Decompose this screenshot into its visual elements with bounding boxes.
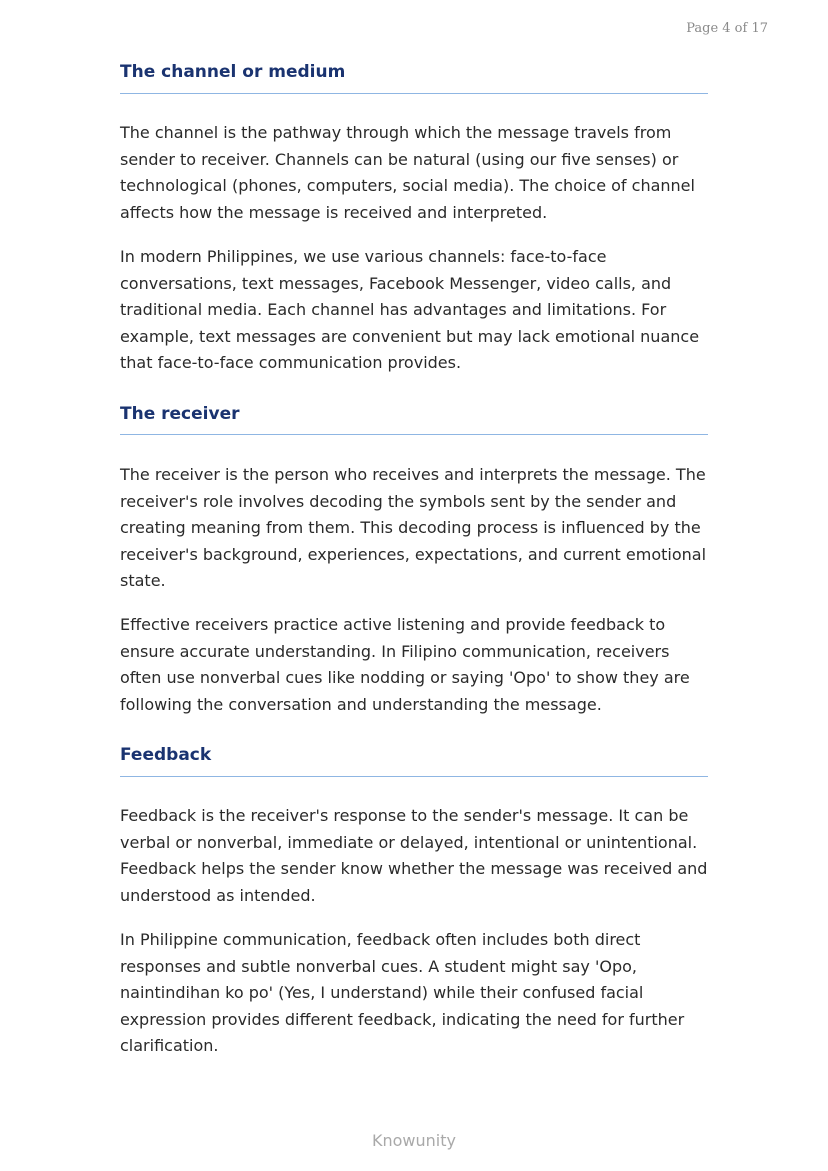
paragraph: In modern Philippines, we use various channels: face-to-face conversations, text messages, Facebook Messenger, video calls, and traditional media. Each channel has advantages and limitations. For example, text messages are convenient but may lack emotional nuance that face-to-face communication provides. <box>120 247 700 373</box>
paragraph: In Philippine communication, feedback often includes both direct responses and subtle nonverbal cues. A student might say 'Opo, naintindihan ko po' (Yes, I understand) while their confused facial expression provides different feedback, indicating the need for further clarification. <box>120 930 685 1056</box>
footer-brand: Knowunity <box>372 1131 456 1150</box>
section-title: Feedback <box>120 745 212 765</box>
paragraph: The receiver is the person who receives and interprets the message. The receiver's role involves decoding the symbols sent by the sender and creating meaning from them. This decoding process is influenced by the receiver's background, experiences, expectations, and current emotional state. <box>120 465 707 591</box>
section-divider <box>120 776 708 777</box>
section-divider <box>120 434 708 435</box>
section-divider <box>120 93 708 94</box>
section-title: The receiver <box>120 404 240 424</box>
page-number: Page 4 of 17 <box>686 21 768 36</box>
paragraph: Effective receivers practice active listening and provide feedback to ensure accurate understanding. In Filipino communication, receivers often use nonverbal cues like nodding or saying 'Opo' to show they are following the conversation and understanding the message. <box>120 615 690 714</box>
section-title: The channel or medium <box>120 62 346 82</box>
paragraph: Feedback is the receiver's response to the sender's message. It can be verbal or nonverbal, immediate or delayed, intentional or unintentional. Feedback helps the sender know whether the message was received and understood as intended. <box>120 806 708 905</box>
paragraph: The channel is the pathway through which the message travels from sender to receiver. Channels can be natural (using our five senses) or technological (phones, computers, social media). The choice of channel affects how the message is received and interpreted. <box>120 123 695 222</box>
